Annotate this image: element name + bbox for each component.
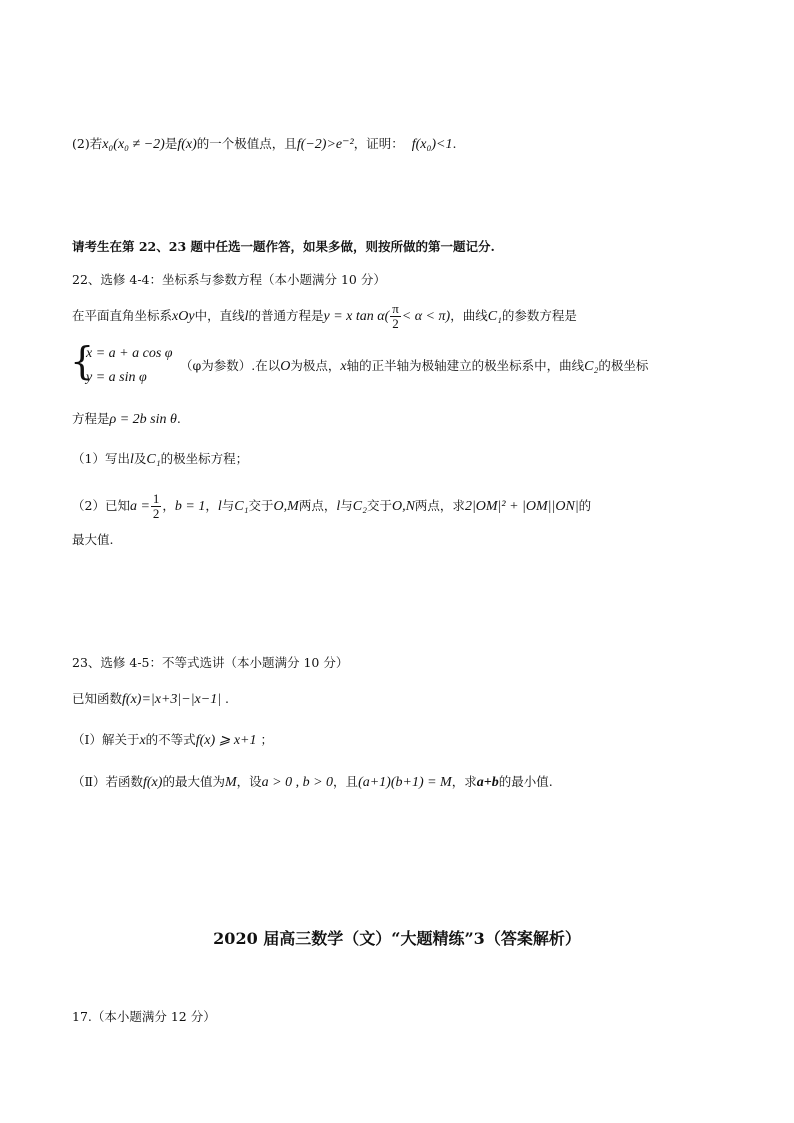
text: ，: [205, 498, 218, 513]
text: ，证明：: [353, 136, 404, 151]
text: ，求: [451, 774, 477, 789]
q23-part1: [72, 731, 273, 750]
text: 的极坐标: [598, 358, 649, 373]
q22-system-line2: [86, 368, 147, 387]
math-c1: C₁: [487, 309, 502, 324]
math-condition-2: f(−2)>e⁻²: [296, 137, 354, 152]
math-l: l: [217, 499, 222, 514]
denominator: 2: [152, 506, 160, 521]
text: 方程是: [72, 411, 110, 426]
q22-part2-cont: 最大值.: [72, 532, 114, 547]
math-c1: C₁: [146, 452, 161, 467]
text: ，且: [333, 774, 359, 789]
text: （2）已知: [72, 498, 130, 513]
math-l: l: [244, 309, 249, 324]
text: 两点，: [298, 498, 337, 513]
math-x: x: [139, 733, 146, 748]
text: （Ⅱ）若函数: [72, 774, 143, 789]
text: 的最小值.: [498, 774, 553, 789]
math-param-y: y = a sin φ: [86, 370, 147, 385]
text: ；: [256, 732, 273, 747]
q22-part1: [72, 450, 248, 469]
math-x: x: [340, 359, 347, 374]
math-a-plus-b: a+b: [476, 775, 499, 790]
text: ，曲线: [450, 308, 488, 323]
text: 与: [221, 498, 235, 513]
text: 的极坐标方程；: [160, 451, 249, 466]
answer-section-title: 2020 届高三数学（文）“大题精练”3（答案解析）: [213, 929, 581, 948]
q23-header: 23、选修 4-5：不等式选讲（本小题满分 10 分）: [72, 655, 349, 670]
math-m: M: [224, 775, 237, 790]
system-brace: {: [70, 339, 95, 383]
math-polar-eq: ρ = 2b sin θ: [109, 412, 177, 427]
math-c1: C₁: [234, 499, 249, 514]
text: .: [452, 136, 457, 151]
denominator: 2: [392, 316, 399, 331]
numerator: 1: [152, 491, 160, 506]
math-om: O,M: [273, 499, 299, 514]
text: 已知函数: [72, 691, 123, 706]
q23-line1: [72, 690, 229, 709]
text: 中，直线: [194, 308, 245, 323]
math-positivity: a > 0 , b > 0: [261, 775, 334, 790]
text: （φ为参数）.在以: [180, 358, 281, 373]
math-xoy: xOy: [172, 309, 195, 324]
q22-system-line1: [86, 344, 173, 363]
math-on: O,N: [391, 499, 415, 514]
text: 为极点，: [290, 358, 341, 373]
text: 与: [340, 498, 353, 513]
math-line-eq: y = x tan α(: [323, 309, 390, 324]
math-l: l: [336, 499, 341, 514]
text: 的最大值为: [162, 774, 225, 789]
text: .: [221, 691, 230, 706]
math-range: < α < π): [401, 309, 451, 324]
math-b-eq: b = 1: [174, 499, 206, 514]
math-o: O: [280, 359, 291, 374]
text: 的一个极值点，且: [196, 136, 297, 151]
exam-instruction: 请考生在第 22、23 题中任选一题作答，如果多做，则按所做的第一题记分.: [72, 239, 495, 254]
q22-part2: [72, 492, 591, 521]
q22-line1: [72, 302, 577, 331]
text: 是: [164, 136, 178, 151]
math-a-eq: a =: [129, 499, 150, 514]
text: 交于: [366, 498, 392, 513]
text: 的: [578, 498, 592, 513]
math-param-x: x = a + a cos φ: [86, 346, 173, 361]
numerator: π: [392, 301, 399, 316]
math-c2: C₂: [584, 359, 599, 374]
math-c2: C₂: [352, 499, 367, 514]
text: （1）写出: [72, 451, 130, 466]
q17-header: 17.（本小题满分 12 分）: [72, 1009, 216, 1024]
text: 两点，求: [414, 498, 465, 513]
math-fx: f(x): [143, 775, 163, 790]
text: 及: [133, 451, 147, 466]
q22-header: 22、选修 4-4：坐标系与参数方程（本小题满分 10 分）: [72, 272, 386, 287]
math-inequality: f(x) ⩾ x+1: [195, 733, 257, 748]
text: .: [176, 411, 181, 426]
math-condition: x₀(x₀ ≠ −2): [102, 137, 165, 152]
math-product-eq: (a+1)(b+1) = M: [358, 775, 452, 790]
text: 的参数方程是: [501, 308, 577, 323]
q22-line3: [72, 410, 181, 429]
text: (2)若: [72, 136, 103, 151]
math-expression: 2|OM|² + |OM||ON|: [464, 499, 579, 514]
text: 在平面直角坐标系: [72, 308, 173, 323]
text: 的不等式: [145, 732, 196, 747]
text: 轴的正半轴为极轴建立的极坐标系中，曲线: [346, 358, 585, 373]
math-function-def: f(x)=|x+3|−|x−1|: [122, 692, 222, 707]
q23-part2: [72, 773, 553, 792]
text: ，设: [236, 774, 262, 789]
q21-part2-line: [72, 135, 456, 154]
text: 交于: [248, 498, 274, 513]
math-fx: f(x): [177, 137, 197, 152]
q22-line2: [180, 357, 648, 376]
math-l: l: [129, 452, 134, 467]
math-conclusion: f(x₀)<1: [411, 137, 453, 152]
text: 的普通方程是: [248, 308, 324, 323]
fraction-one-half: [151, 492, 162, 521]
text: （Ⅰ）解关于: [72, 732, 140, 747]
fraction-pi-over-2: [390, 302, 401, 331]
text: ，: [162, 498, 175, 513]
